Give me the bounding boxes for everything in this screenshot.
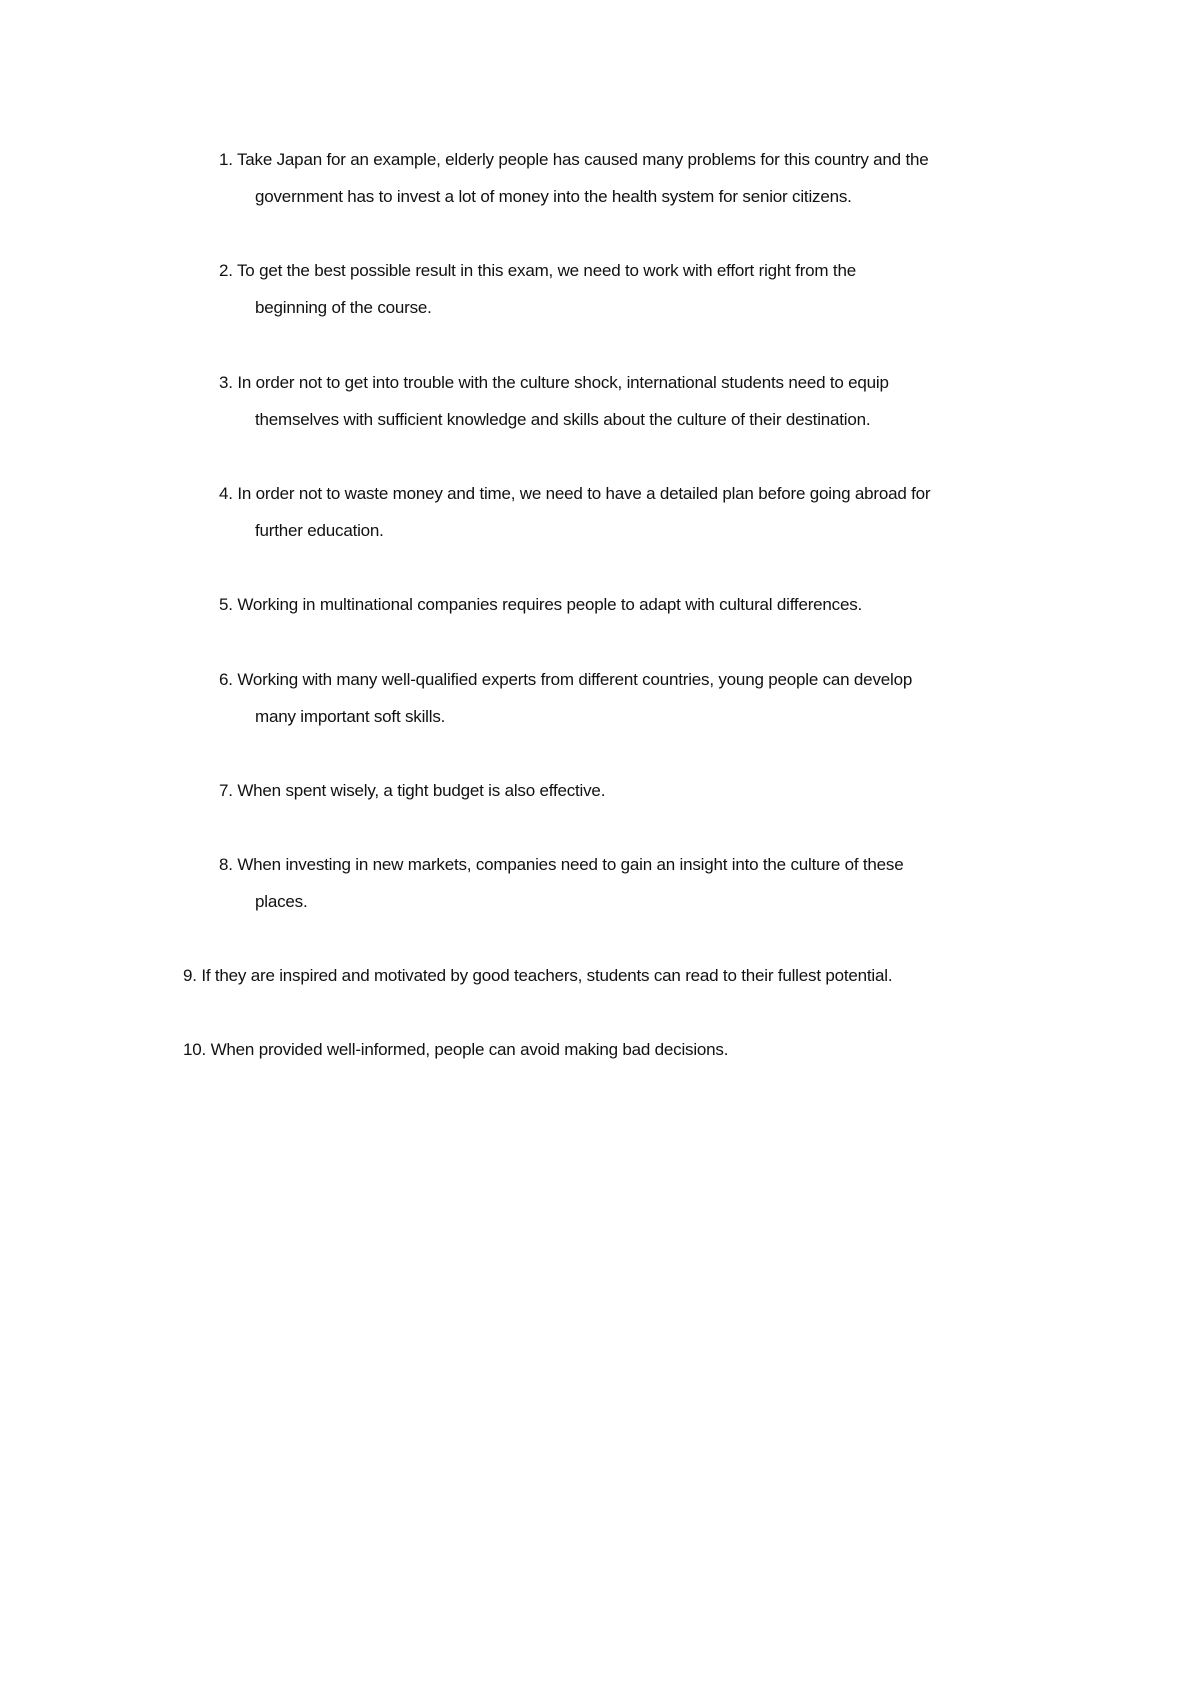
list-number: 7. bbox=[219, 781, 233, 800]
list-number: 1. bbox=[219, 150, 233, 169]
list-text: Working in multinational companies requires people to adapt with cultural differences. bbox=[237, 595, 863, 614]
list-item-continuation: government has to invest a lot of money into the health system for senior citizens. bbox=[255, 187, 852, 206]
list-text: If they are inspired and motivated by good teachers, students can read to their fullest potential. bbox=[201, 966, 893, 985]
list-item-6 bbox=[219, 661, 912, 735]
list-item-2 bbox=[219, 252, 856, 326]
list-item-continuation: themselves with sufficient knowledge and skills about the culture of their destination. bbox=[255, 410, 871, 429]
list-item-4 bbox=[219, 475, 930, 549]
list-item-first-line bbox=[219, 846, 904, 883]
list-item-continuation: many important soft skills. bbox=[255, 707, 446, 726]
list-item-first-line bbox=[219, 586, 862, 623]
list-text: Take Japan for an example, elderly people has caused many problems for this country and the bbox=[237, 150, 929, 169]
list-number: 9. bbox=[183, 966, 197, 985]
list-text: In order not to get into trouble with the culture shock, international students need to equip bbox=[237, 373, 889, 392]
list-item-first-line bbox=[219, 661, 912, 698]
list-item-first-line bbox=[183, 957, 892, 994]
list-item-continuation: further education. bbox=[255, 521, 384, 540]
list-number: 4. bbox=[219, 484, 233, 503]
list-text: In order not to waste money and time, we need to have a detailed plan before going abroad for bbox=[237, 484, 931, 503]
list-text: When provided well-informed, people can avoid making bad decisions. bbox=[210, 1040, 729, 1059]
list-item-9 bbox=[183, 957, 892, 994]
list-item-3 bbox=[219, 364, 889, 438]
list-number: 10. bbox=[183, 1040, 207, 1059]
list-text: When investing in new markets, companies need to gain an insight into the culture of these bbox=[237, 855, 904, 874]
list-item-continuation: places. bbox=[255, 892, 308, 911]
list-item-first-line bbox=[219, 475, 930, 512]
list-item-first-line bbox=[219, 364, 889, 401]
list-item-10 bbox=[183, 1031, 728, 1068]
list-item-first-line bbox=[219, 772, 605, 809]
list-item-first-line bbox=[183, 1031, 728, 1068]
list-number: 8. bbox=[219, 855, 233, 874]
list-item-first-line bbox=[219, 252, 856, 289]
list-item-5 bbox=[219, 586, 862, 623]
list-item-first-line bbox=[219, 141, 928, 178]
list-text: To get the best possible result in this exam, we need to work with effort right from the bbox=[237, 261, 856, 280]
list-item-continuation: beginning of the course. bbox=[255, 298, 432, 317]
list-number: 6. bbox=[219, 670, 233, 689]
list-number: 2. bbox=[219, 261, 233, 280]
list-text: Working with many well-qualified experts from different countries, young people can develop bbox=[237, 670, 913, 689]
list-number: 3. bbox=[219, 373, 233, 392]
list-number: 5. bbox=[219, 595, 233, 614]
list-item-1 bbox=[219, 141, 928, 215]
list-item-7 bbox=[219, 772, 605, 809]
list-item-8 bbox=[219, 846, 904, 920]
list-text: When spent wisely, a tight budget is also effective. bbox=[237, 781, 606, 800]
